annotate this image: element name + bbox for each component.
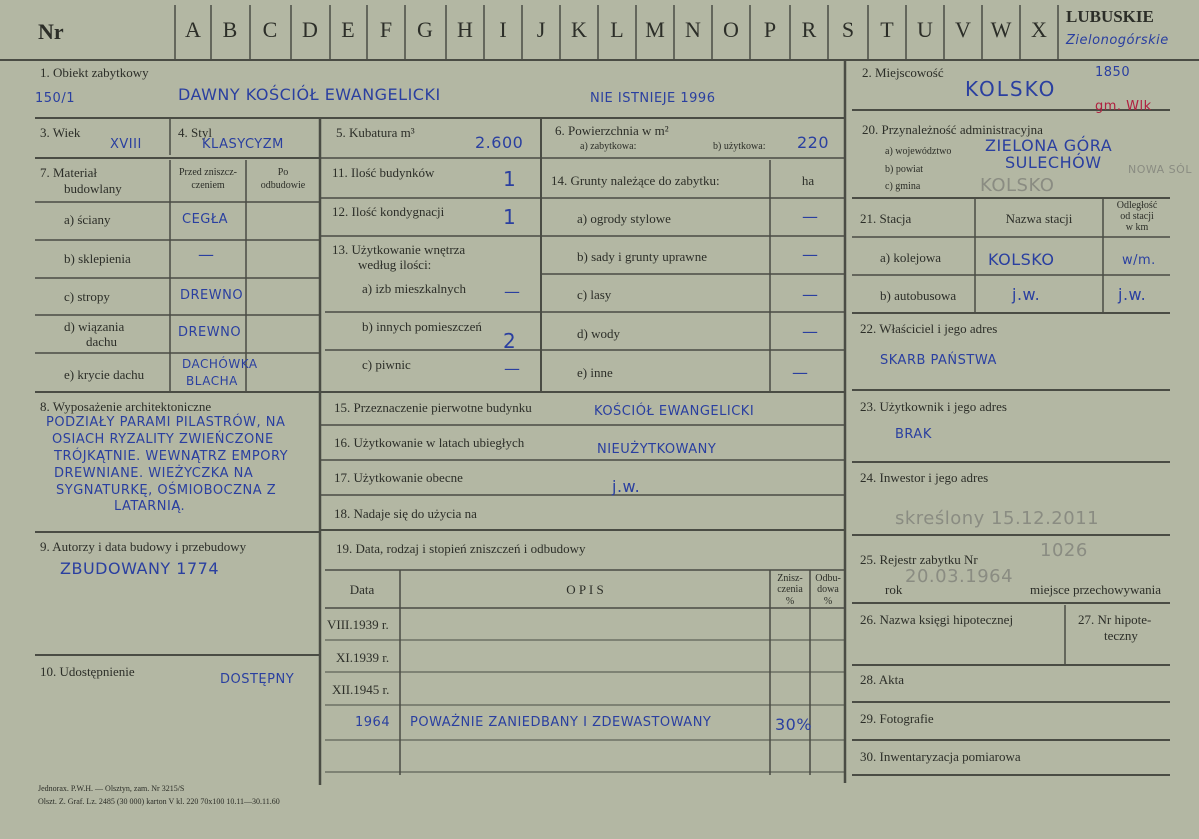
handwritten-roof: DACHÓWKA (182, 357, 258, 371)
label-investor: 24. Inwestor i jego adres (860, 470, 989, 485)
handwritten-commune-note: gm. Wlk (1095, 99, 1152, 114)
row-date-1939-08: VIII.1939 r. (327, 617, 389, 632)
index-letter: B (222, 17, 238, 42)
label-truss-2: dachu (86, 334, 118, 349)
index-letter: L (610, 17, 624, 42)
label-distance-2: od stacji (1120, 211, 1154, 222)
label-ha: ha (801, 173, 815, 188)
label-station: 21. Stacja (860, 211, 912, 226)
label-locality: 2. Miejscowość (862, 65, 944, 80)
handwritten-equipment-line: OSIACH RYZALITY ZWIEŃCZONE (52, 432, 274, 447)
index-letter: E (341, 17, 355, 42)
handwritten-walls: CEGŁA (182, 212, 229, 227)
handwritten-register-number: 1026 (1040, 540, 1088, 561)
handwritten-equipment-line: PODZIAŁY PARAMI PILASTRÓW, NA (46, 415, 286, 430)
row-date-1945-12: XII.1945 r. (332, 682, 390, 697)
handwritten-buildings: 1 (503, 167, 518, 191)
label-distance-3: w km (1125, 222, 1149, 233)
label-original-purpose: 15. Przeznaczenie pierwotne budynku (334, 400, 532, 415)
label-after-rebuild: Po (277, 167, 289, 178)
index-letter: V (955, 17, 971, 42)
printer-info-2: Olszt. Z. Graf. Lz. 2485 (30 000) karton V kl. 220 70x100 10.11—30.11.60 (38, 797, 280, 806)
handwritten-style: KLASYCYZM (202, 137, 284, 152)
label-authors: 9. Autorzy i data budowy i przebudowy (40, 539, 247, 554)
label-county: b) powiat (885, 164, 924, 175)
col-rebuild-pct: % (823, 596, 833, 607)
handwritten-row-date: 1964 (355, 715, 391, 730)
handwritten-deleted-note: skreślony 15.12.2011 (895, 508, 1100, 529)
index-letter: W (990, 17, 1012, 42)
handwritten-other-grounds: — (792, 363, 809, 382)
handwritten-rail-station: KOLSKO (988, 250, 1055, 269)
label-current-use: 17. Użytkowanie obecne (334, 470, 463, 485)
index-letter: P (763, 17, 777, 42)
index-letter: H (457, 17, 473, 42)
col-destruction-pct: % (785, 596, 795, 607)
handwritten-owner: SKARB PAŃSTWA (880, 353, 997, 368)
label-cellars: c) piwnic (362, 357, 411, 372)
label-forests: c) lasy (577, 287, 612, 302)
index-letter: X (1031, 17, 1047, 42)
index-letter: C (262, 17, 278, 42)
label-style: 4. Styl (178, 125, 212, 140)
handwritten-region: Zielonogórskie (1066, 33, 1169, 48)
handwritten-access: DOSTĘPNY (220, 672, 295, 687)
handwritten-vaults: — (198, 245, 215, 264)
handwritten-row-destruction: 30% (775, 715, 813, 734)
index-letter: K (571, 17, 587, 42)
handwritten-row-description: POWAŻNIE ZANIEDBANY I ZDEWASTOWANY (410, 715, 712, 730)
label-truss: d) wiązania (64, 319, 125, 334)
handwritten-bus-distance: j.w. (1118, 285, 1147, 304)
label-orchards: b) sady i grunty uprawne (577, 249, 707, 264)
handwritten-equipment-line: TRÓJKĄTNIE. WEWNĄTRZ EMPORY (54, 449, 289, 464)
label-object: 1. Obiekt zabytkowy (40, 65, 149, 80)
handwritten-year: 1850 (1095, 65, 1131, 80)
label-owner: 22. Właściciel i jego adres (860, 321, 998, 336)
label-other-grounds: e) inne (577, 365, 613, 380)
label-mortgage-no-2: teczny (1104, 628, 1138, 643)
label-distance: Odległość (1116, 200, 1158, 211)
handwritten-roof-2: BLACHA (186, 374, 238, 388)
handwritten-other-rooms: 2 (503, 329, 518, 353)
handwritten-locality: KOLSKO (965, 77, 1057, 101)
label-station-name: Nazwa stacji (1005, 211, 1073, 226)
label-survey: 30. Inwentaryzacja pomiarowa (860, 749, 1021, 764)
handwritten-object-number: 150/1 (35, 91, 75, 106)
col-destruction-2: czenia (777, 584, 803, 595)
handwritten-truss: DREWNO (178, 325, 242, 340)
label-before-destruction: Przed zniszcz- (178, 167, 238, 178)
label-volume: 5. Kubatura m³ (336, 125, 415, 140)
label-waters: d) wody (577, 326, 620, 341)
index-letter: O (723, 17, 739, 42)
index-letter: R (801, 17, 817, 42)
label-register: 25. Rejestr zabytku Nr (860, 552, 978, 567)
handwritten-forests: — (802, 285, 819, 304)
index-letter: I (499, 17, 507, 42)
handwritten-orchards: — (802, 245, 819, 264)
handwritten-commune: KOLSKO (980, 175, 1055, 196)
col-description: O P I S (566, 582, 604, 597)
label-vaults: b) sklepienia (64, 251, 131, 266)
handwritten-cellars: — (504, 359, 521, 378)
label-equipment: 8. Wyposażenie architektoniczne (40, 399, 212, 414)
handwritten-county: SULECHÓW (1005, 153, 1102, 172)
handwritten-past-use: NIEUŻYTKOWANY (597, 442, 717, 457)
label-storage-place: miejsce przechowywania (1030, 582, 1162, 597)
handwritten-object: DAWNY KOŚCIÓŁ EWANGELICKI (178, 85, 441, 104)
handwritten-built: ZBUDOWANY 1774 (60, 559, 219, 578)
index-letter: J (536, 17, 546, 42)
handwritten-user: BRAK (895, 427, 932, 442)
label-interior-use: 13. Użytkowanie wnętrza (332, 242, 466, 257)
label-grounds: 14. Grunty należące do zabytku: (551, 173, 720, 188)
label-land-book: 26. Nazwa księgi hipotecznej (860, 612, 1014, 627)
label-year: rok (885, 582, 903, 597)
label-ceilings: c) stropy (64, 289, 110, 304)
voivodeship-stamp: LUBUSKIE (1066, 7, 1154, 26)
index-letter: A (185, 17, 201, 42)
label-walls: a) ściany (64, 212, 111, 227)
label-material-2: budowlany (64, 181, 122, 196)
handwritten-original-purpose: KOŚCIÓŁ EWANGELICKI (594, 404, 755, 419)
printer-info: Jednorax. P.W.H. — Olsztyn, zam. Nr 3215/S (38, 784, 185, 793)
nr-label: Nr (38, 19, 64, 44)
col-destruction: Znisz- (777, 573, 803, 584)
handwritten-ceilings: DREWNO (180, 288, 244, 303)
handwritten-equipment-line: LATARNIĄ. (114, 499, 186, 514)
handwritten-century: XVIII (110, 137, 142, 152)
label-buildings: 11. Ilość budynków (332, 165, 435, 180)
col-rebuild-2: dowa (817, 584, 839, 595)
handwritten-volume: 2.600 (475, 133, 524, 152)
label-voivodeship: a) województwo (885, 146, 952, 157)
label-area: 6. Powierzchnia w m² (555, 123, 669, 138)
handwritten-equipment-line: DREWNIANE. WIEŻYCZKA NA (54, 466, 254, 481)
label-interior-use-2: według ilości: (358, 257, 432, 272)
label-user: 23. Użytkownik i jego adres (860, 399, 1007, 414)
label-area-historic: a) zabytkowa: (580, 141, 637, 152)
label-photos: 29. Fotografie (860, 711, 934, 726)
handwritten-bus-station: j.w. (1012, 285, 1041, 304)
label-rail-station: a) kolejowa (880, 250, 942, 265)
handwritten-waters: — (802, 322, 819, 341)
label-floors: 12. Ilość kondygnacji (332, 204, 445, 219)
label-after-rebuild-2: odbudowie (260, 180, 306, 191)
label-gardens: a) ogrody stylowe (577, 211, 671, 226)
handwritten-register-date: 20.03.1964 (905, 566, 1014, 587)
index-letter: G (417, 17, 433, 42)
handwritten-gardens: — (802, 207, 819, 226)
handwritten-living-rooms: — (504, 282, 521, 301)
col-rebuild: Odbu- (815, 573, 841, 584)
handwritten-area-usable: 220 (797, 133, 830, 152)
handwritten-equipment-line: SYGNATURKĘ, OŚMIOBOCZNA Z (56, 483, 277, 498)
index-letter: F (379, 17, 393, 42)
label-century: 3. Wiek (40, 125, 81, 140)
label-roof: e) krycie dachu (64, 367, 145, 382)
label-area-usable: b) użytkowa: (713, 141, 766, 152)
label-damages: 19. Data, rodzaj i stopień zniszczeń i odbudowy (336, 541, 586, 556)
index-letter: M (645, 17, 665, 42)
label-past-use: 16. Użytkowanie w latach ubiegłych (334, 435, 525, 450)
label-suitable-for: 18. Nadaje się do użycia na (334, 506, 477, 521)
label-files: 28. Akta (860, 672, 905, 687)
label-living-rooms: a) izb mieszkalnych (362, 281, 466, 296)
handwritten-current-use: j.w. (612, 477, 641, 496)
index-letter: N (685, 17, 701, 42)
col-date: Data (349, 582, 375, 597)
index-letter: D (302, 17, 318, 42)
label-bus-station: b) autobusowa (880, 288, 957, 303)
index-letter: U (917, 17, 933, 42)
handwritten-floors: 1 (503, 205, 518, 229)
label-other-rooms: b) innych pomieszczeń (362, 319, 482, 334)
row-date-1939-11: XI.1939 r. (336, 650, 390, 665)
index-letter: S (841, 17, 855, 42)
label-admin: 20. Przynależność administracyjna (862, 122, 1043, 137)
label-material: 7. Materiał (40, 165, 98, 180)
handwritten-voivodeship: ZIELONA GÓRA (985, 136, 1113, 155)
handwritten-county-alt: NOWA SÓL (1128, 163, 1192, 176)
label-commune: c) gmina (885, 181, 921, 192)
index-letter: T (880, 17, 894, 42)
handwritten-note: NIE ISTNIEJE 1996 (590, 91, 716, 106)
handwritten-rail-distance: w/m. (1122, 253, 1156, 268)
label-access: 10. Udostępnienie (40, 664, 135, 679)
label-before-destruction-2: czeniem (191, 180, 225, 191)
label-mortgage-no: 27. Nr hipote- (1078, 612, 1152, 627)
